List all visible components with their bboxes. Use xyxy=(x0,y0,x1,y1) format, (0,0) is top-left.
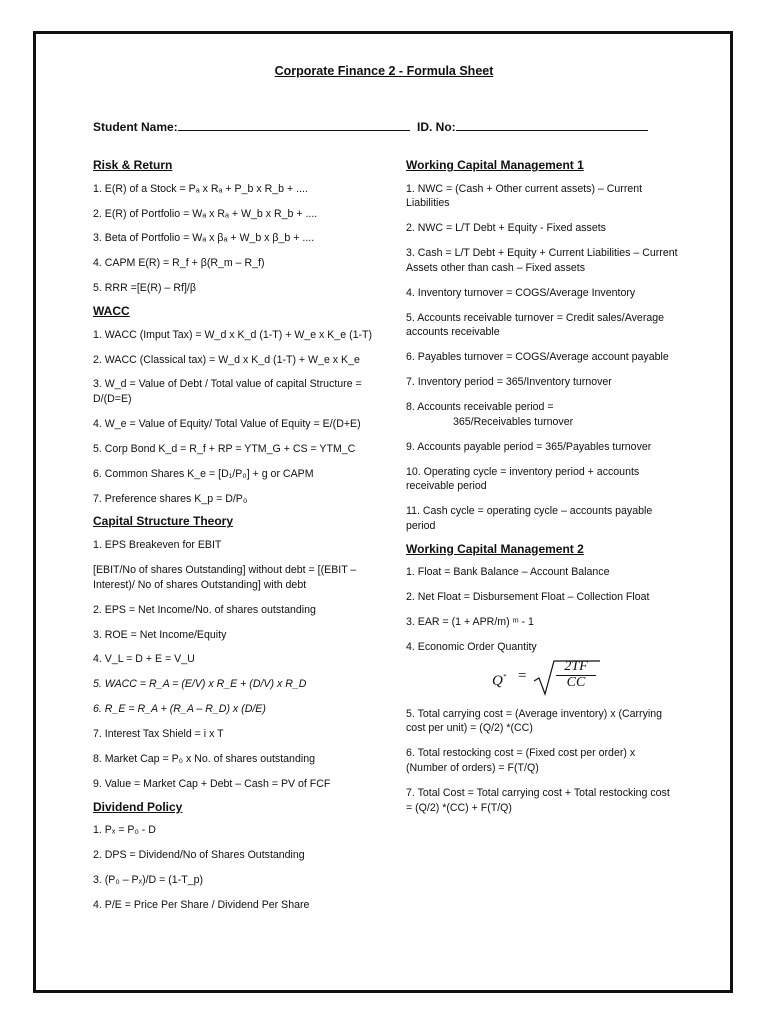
formula-item: 2. EPS = Net Income/No. of shares outstanding xyxy=(93,603,316,616)
formula-item: 3. (P₀ – Pₓ)/D = (1-T_p) xyxy=(93,874,204,887)
eoq-fraction xyxy=(556,660,596,691)
formula-item: 9. Value = Market Cap + Debt – Cash = PV of FCF xyxy=(93,777,331,790)
formula-item: 1. EPS Breakeven for EBIT xyxy=(93,539,222,552)
eoq-lhs: Q* xyxy=(492,672,507,689)
section-heading-risk-return: Risk & Return xyxy=(93,158,173,172)
formula-item: 5. WACC = R_A = (E/V) x R_E + (D/V) x R_D xyxy=(93,678,307,691)
formula-item: 7. Inventory period = 365/Inventory turnover xyxy=(406,376,612,389)
formula-item: 1. Pₓ = P₀ - D xyxy=(93,824,156,837)
left-column xyxy=(93,158,385,923)
formula-item: 5. RRR =[E(R) – Rf]/β xyxy=(93,282,196,295)
formula-item: 3. Cash = L/T Debt + Equity + Current Liabilities – Current Assets other than cash – Fixed assets xyxy=(406,247,678,274)
formula-item: 4. V_L = D + E = V_U xyxy=(93,653,195,666)
student-name-field xyxy=(93,118,410,134)
eoq-equals: = xyxy=(518,667,527,684)
page-title: Corporate Finance 2 - Formula Sheet xyxy=(274,64,494,78)
formula-item: 5. Total carrying cost = (Average inventory) x (Carrying cost per unit) = (Q/2) *(CC) xyxy=(406,707,663,735)
formula-item: 3. EAR = (1 + APR/m) ᵐ - 1 xyxy=(406,616,534,629)
student-name-label: Student Name: xyxy=(93,120,178,134)
section-heading-wacc: WACC xyxy=(93,303,130,318)
student-id-field xyxy=(417,118,648,134)
formula-item: 1. WACC (Imput Tax) = W_d x K_d (1-T) + W_e x K_e (1-T) xyxy=(93,328,373,341)
formula-item: 11. Cash cycle = operating cycle – accounts payable period xyxy=(406,505,653,532)
formula-item: 4. CAPM E(R) = R_f + β(R_m – R_f) xyxy=(93,257,265,270)
eoq-formula xyxy=(492,659,678,697)
formula-item: 8. Accounts receivable period = xyxy=(406,401,554,414)
formula-item: 4. W_e = Value of Equity/ Total Value of Equity = E/(D+E) xyxy=(93,418,361,431)
formula-item: 9. Accounts payable period = 365/Payables turnover xyxy=(406,440,652,453)
section-heading-wcm2: Working Capital Management 2 xyxy=(406,541,584,556)
right-column xyxy=(406,158,678,825)
student-id-label: ID. No: xyxy=(417,120,456,134)
formula-item: 7. Total Cost = Total carrying cost + Total restocking cost = (Q/2) *(CC) + F(T/Q) xyxy=(406,786,670,814)
formula-item: 7. Interest Tax Shield = i x T xyxy=(93,728,224,741)
formula-item: 8. Market Cap = P₀ x No. of shares outstanding xyxy=(93,752,315,765)
formula-item: 365/Receivables turnover xyxy=(453,415,574,428)
formula-item: 4. Economic Order Quantity xyxy=(406,640,537,653)
formula-item: 6. R_E = R_A + (R_A – R_D) x (D/E) xyxy=(93,703,266,716)
formula-item: 2. E(R) of Portfolio = Wₐ x Rₐ + W_b x R_b + .... xyxy=(93,207,318,220)
formula-item: 6. Payables turnover = COGS/Average account payable xyxy=(406,351,669,364)
eoq-denominator: CC xyxy=(566,675,586,691)
formula-item: 3. Beta of Portfolio = Wₐ x βₐ + W_b x β_b + .... xyxy=(93,232,315,245)
formula-item: 3. W_d = Value of Debt / Total value of capital Structure = D/(D=E) xyxy=(93,378,362,406)
formula-item: 1. NWC = (Cash + Other current assets) – Current Liabilities xyxy=(406,182,643,210)
formula-item: 2. DPS = Dividend/No of Shares Outstanding xyxy=(93,849,305,862)
section-heading-dividend-policy: Dividend Policy xyxy=(93,799,183,814)
formula-item: 5. Corp Bond K_d = R_f + RP = YTM_G + CS = YTM_C xyxy=(93,442,356,455)
eoq-numerator: 2TF xyxy=(556,660,596,677)
formula-item: 5. Accounts receivable turnover = Credit sales/Average accounts receivable xyxy=(406,311,665,339)
student-id-line xyxy=(456,118,648,131)
formula-item: 1. Float = Bank Balance – Account Balance xyxy=(406,566,610,579)
formula-item: 2. NWC = L/T Debt + Equity - Fixed assets xyxy=(406,222,606,235)
formula-item: [EBIT/No of shares Outstanding] without debt = [(EBIT – Interest)/ No of shares Outstanding] with debt xyxy=(93,564,357,591)
formula-item: 2. WACC (Classical tax) = W_d x K_d (1-T) + W_e x K_e xyxy=(93,353,360,366)
formula-item: 10. Operating cycle = inventory period + accounts receivable period xyxy=(406,465,640,493)
formula-item: 4. P/E = Price Per Share / Dividend Per Share xyxy=(93,898,310,911)
section-heading-wcm1: Working Capital Management 1 xyxy=(406,158,584,172)
formula-item: 7. Preference shares K_p = D/P₀ xyxy=(93,492,248,505)
section-heading-capital-structure: Capital Structure Theory xyxy=(93,514,234,529)
formula-item: 6. Common Shares K_e = [D₁/P₀] + g or CAPM xyxy=(93,467,314,480)
formula-item: 2. Net Float = Disbursement Float – Collection Float xyxy=(406,591,650,604)
formula-item: 3. ROE = Net Income/Equity xyxy=(93,628,227,641)
formula-item: 1. E(R) of a Stock = Pₐ x Rₐ + P_b x R_b + .... xyxy=(93,182,308,195)
student-name-line xyxy=(178,118,410,131)
formula-item: 6. Total restocking cost = (Fixed cost per order) x (Number of orders) = F(T/Q) xyxy=(406,747,636,774)
formula-item: 4. Inventory turnover = COGS/Average Inventory xyxy=(406,286,636,299)
